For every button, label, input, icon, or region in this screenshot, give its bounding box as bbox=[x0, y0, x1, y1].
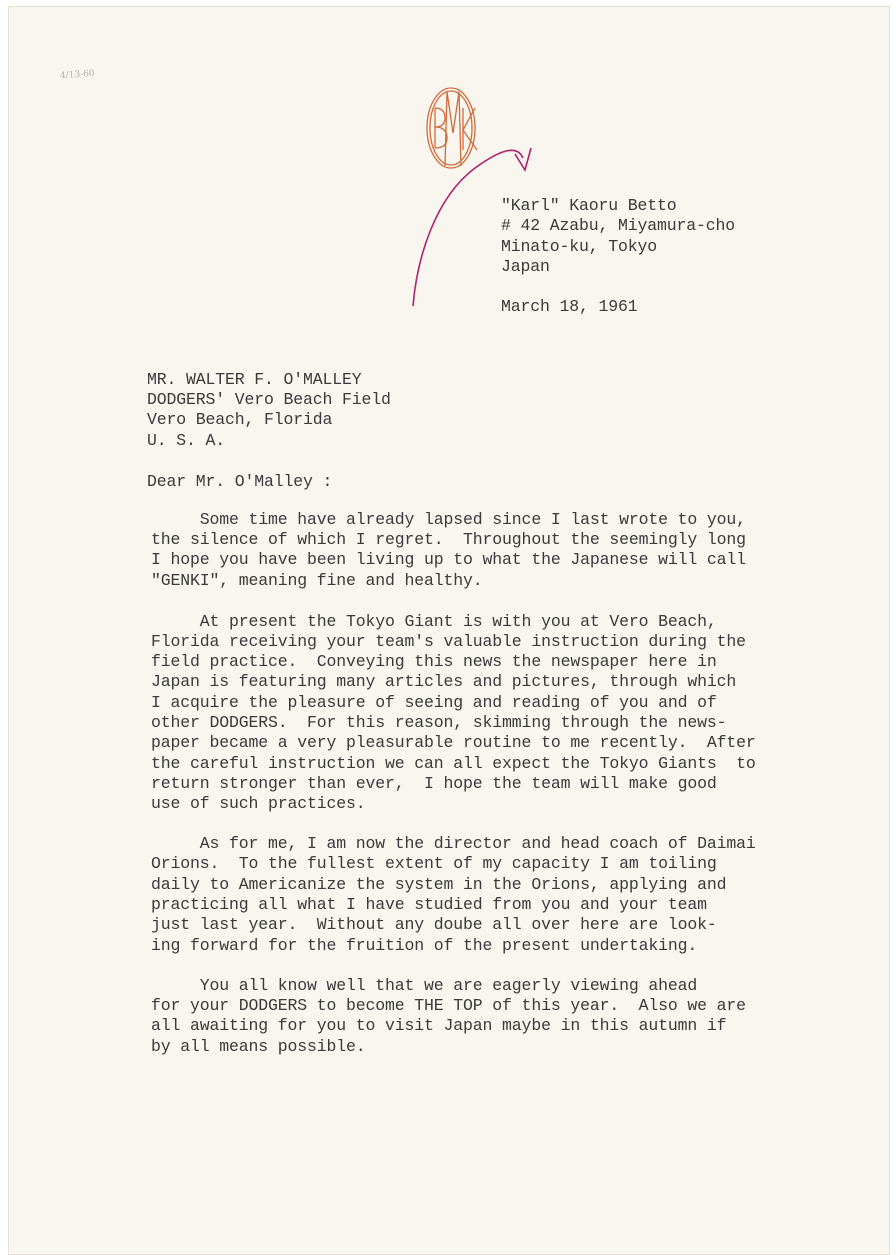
body-line: Some time have already lapsed since I last wrote to you, bbox=[151, 510, 746, 529]
body-line: I hope you have been living up to what the Japanese will call bbox=[151, 550, 746, 569]
body-line: Orions. To the fullest extent of my capacity I am toiling bbox=[151, 854, 717, 873]
salutation: Dear Mr. O'Malley : bbox=[147, 472, 333, 491]
body-line: Japan is featuring many articles and pictures, through which bbox=[151, 672, 737, 691]
body-line: all awaiting for you to visit Japan maybe in this autumn if bbox=[151, 1016, 727, 1035]
body-line: "GENKI", meaning fine and healthy. bbox=[151, 571, 483, 590]
body-line: just last year. Without any doube all over here are look- bbox=[151, 915, 717, 934]
sender-line: Minato-ku, Tokyo bbox=[501, 237, 658, 256]
recipient-line: Vero Beach, Florida bbox=[147, 410, 333, 429]
sender-line: Japan bbox=[501, 257, 550, 276]
recipient-line: DODGERS' Vero Beach Field bbox=[147, 390, 391, 409]
body-line: practicing all what I have studied from you and your team bbox=[151, 895, 707, 914]
body-line: ing forward for the fruition of the present undertaking. bbox=[151, 936, 698, 955]
sender-line: # 42 Azabu, Miyamura-cho bbox=[501, 216, 736, 235]
body-line: As for me, I am now the director and head coach of Daimai bbox=[151, 834, 756, 853]
letter-date: March 18, 1961 bbox=[501, 297, 638, 316]
body-line: other DODGERS. For this reason, skimming through the news- bbox=[151, 713, 727, 732]
sender-line: "Karl" Kaoru Betto bbox=[501, 196, 677, 215]
body-line: the careful instruction we can all expect the Tokyo Giants to bbox=[151, 754, 756, 773]
body-line: by all means possible. bbox=[151, 1037, 366, 1056]
body-line: use of such practices. bbox=[151, 794, 366, 813]
body-line: return stronger than ever, I hope the team will make good bbox=[151, 774, 717, 793]
recipient-line: MR. WALTER F. O'MALLEY bbox=[147, 370, 362, 389]
body-line: Florida receiving your team's valuable instruction during the bbox=[151, 632, 746, 651]
body-line: daily to Americanize the system in the Orions, applying and bbox=[151, 875, 727, 894]
body-line: You all know well that we are eagerly viewing ahead bbox=[151, 976, 698, 995]
body-line: I acquire the pleasure of seeing and reading of you and of bbox=[151, 693, 717, 712]
body-line: for your DODGERS to become THE TOP of this year. Also we are bbox=[151, 996, 746, 1015]
body-line: the silence of which I regret. Throughout the seemingly long bbox=[151, 530, 746, 549]
body-line: paper became a very pleasurable routine to me recently. After bbox=[151, 733, 756, 752]
body-line: field practice. Conveying this news the newspaper here in bbox=[151, 652, 717, 671]
pencil-note: 4/13-60 bbox=[59, 68, 96, 82]
body-line: At present the Tokyo Giant is with you at Vero Beach, bbox=[151, 612, 717, 631]
recipient-line: U. S. A. bbox=[147, 431, 226, 450]
